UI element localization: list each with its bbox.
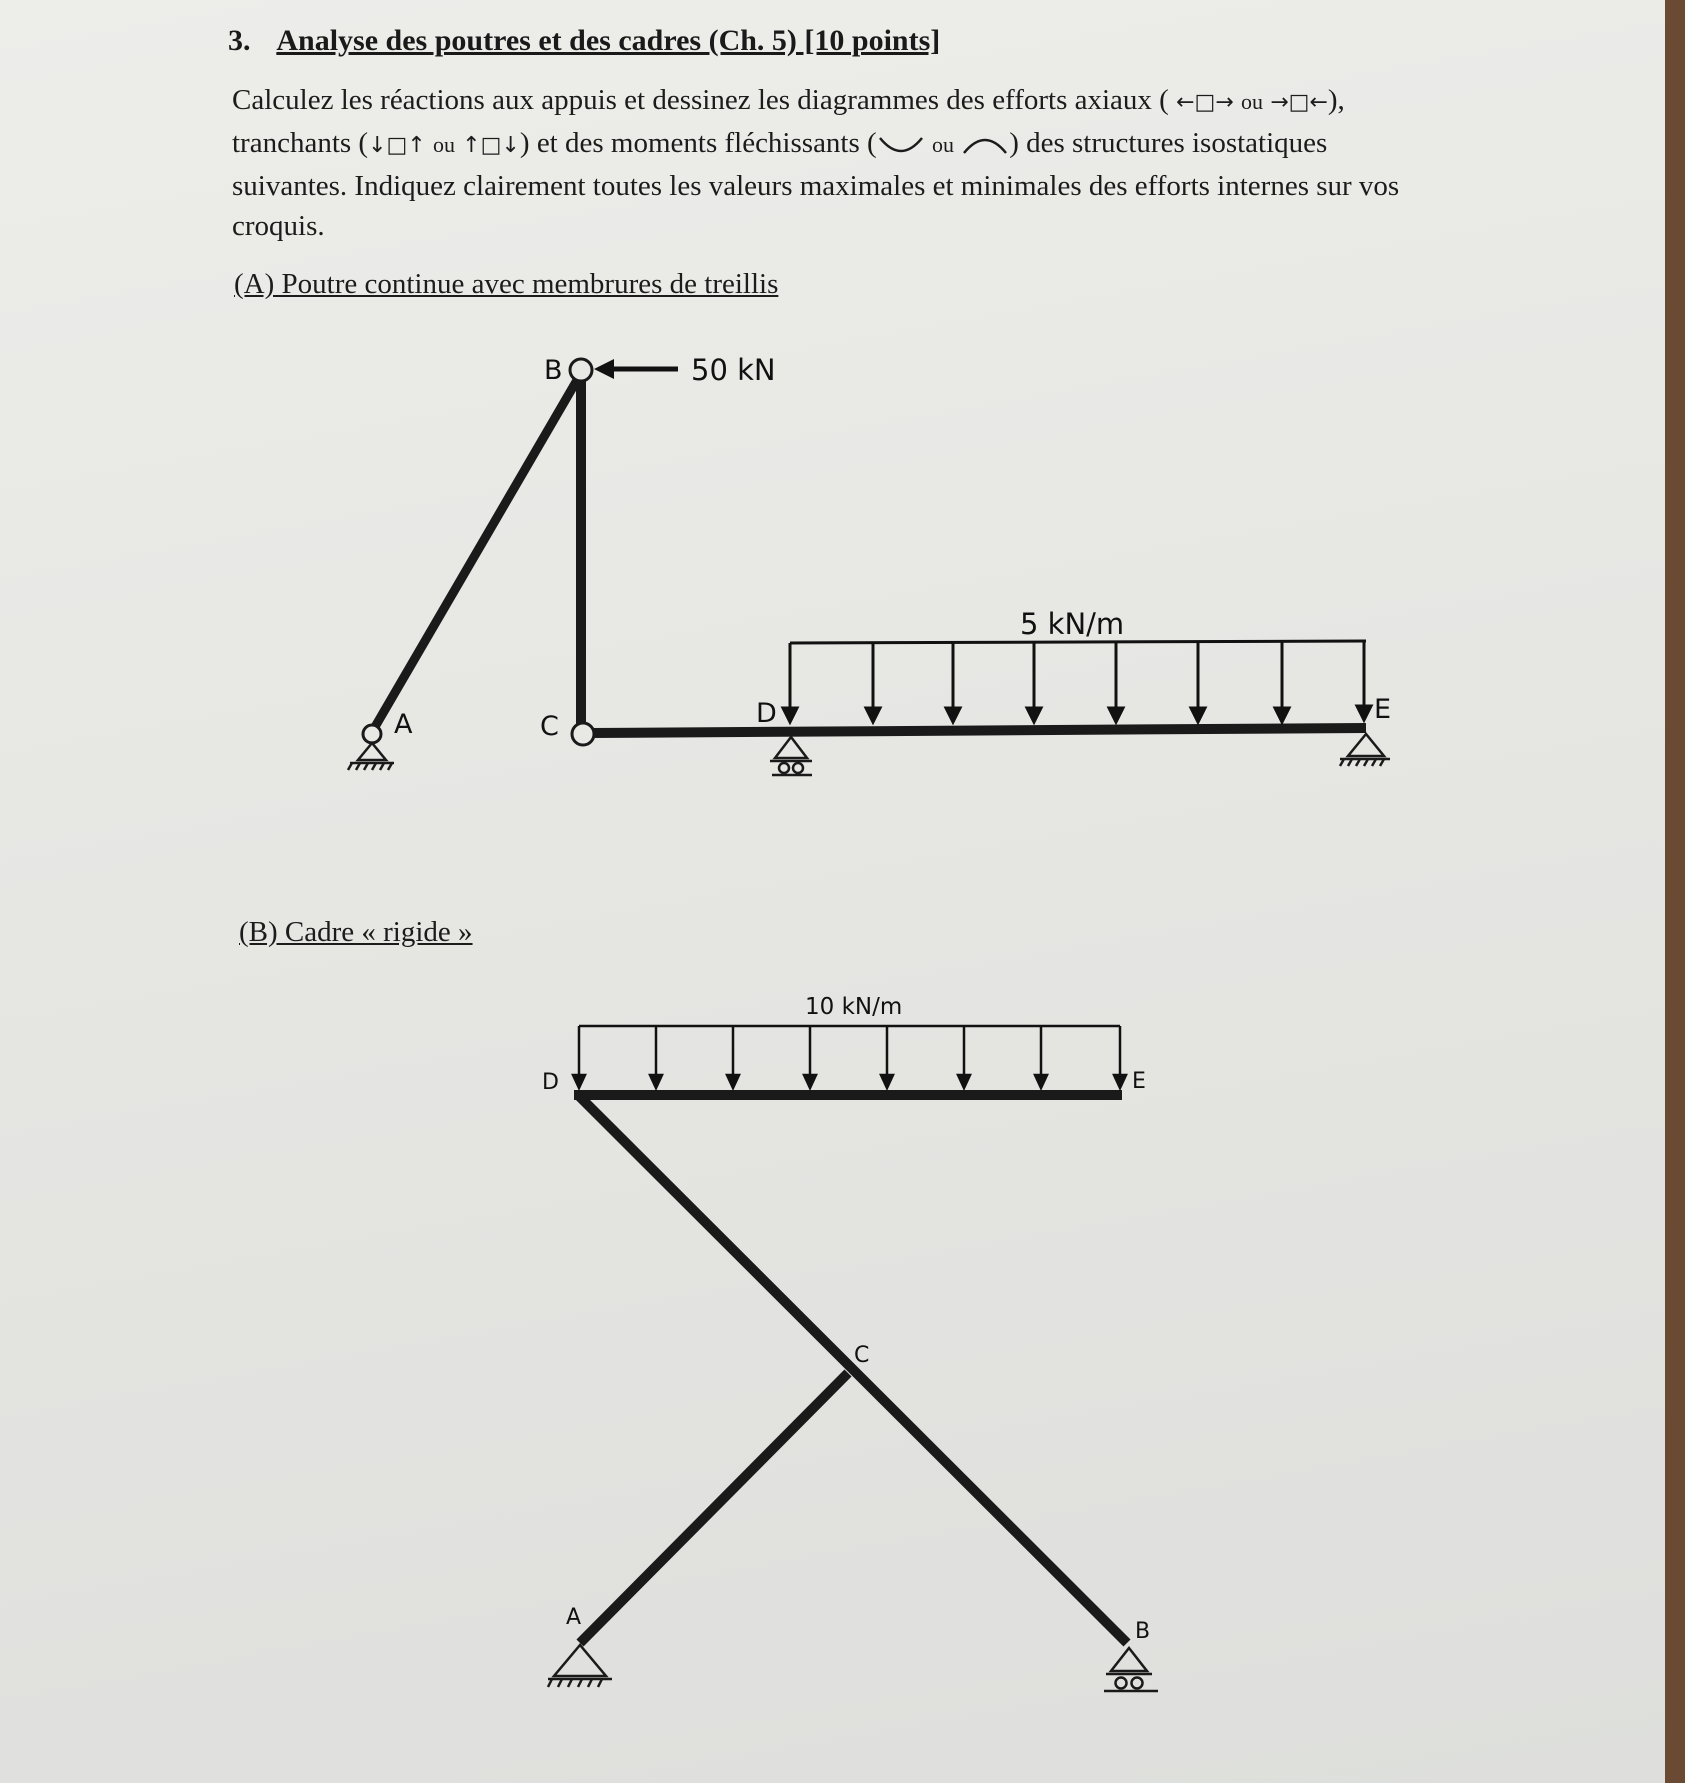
label-node-a-b: A xyxy=(566,1605,582,1630)
or-text-2: ou xyxy=(433,132,455,157)
shear-positive-icon: ↓□↑ xyxy=(368,133,426,158)
question-title: Analyse des poutres et des cadres (Ch. 5) [10 points] xyxy=(276,24,941,57)
instructions-text-5: ) des structures isostatiques suivantes. Indiquez clairement toutes les valeurs maximales et minimales des efforts internes sur vos croquis. xyxy=(232,127,1400,242)
shear-negative-icon: ↑□↓ xyxy=(462,133,520,158)
pin-support-a-b xyxy=(548,1645,612,1687)
label-node-b-b: B xyxy=(1135,1619,1151,1644)
label-node-b-a: B xyxy=(544,355,563,386)
label-node-d-a: D xyxy=(756,698,777,729)
label-node-e-b: E xyxy=(1132,1069,1146,1094)
label-distributed-load-a: 5 kN/m xyxy=(1020,607,1125,641)
instructions-text-4: ) et des moments fléchissants ( xyxy=(519,127,877,159)
label-point-load: 50 kN xyxy=(691,353,776,387)
distributed-load-10 xyxy=(573,1026,1126,1088)
instructions-text-1: Calculez les réactions aux appuis et dessinez les diagrammes des efforts axiaux ( xyxy=(232,84,1169,116)
or-text-3: ou xyxy=(931,132,954,157)
axial-compression-icon: →□← xyxy=(1270,90,1328,115)
axial-tension-icon: ←□→ xyxy=(1176,90,1234,115)
instructions-text-2: ), xyxy=(1327,84,1345,116)
label-node-c-b: C xyxy=(854,1343,870,1368)
part-a-heading: (A) Poutre continue avec membrures de treillis xyxy=(234,268,779,300)
roller-support-b-b xyxy=(1104,1648,1158,1691)
or-text-1: ou xyxy=(1240,89,1263,114)
question-number: 3. xyxy=(228,24,251,57)
part-b-heading: (B) Cadre « rigide » xyxy=(239,916,473,948)
label-node-e-a: E xyxy=(1374,694,1392,725)
label-distributed-load-b: 10 kN/m xyxy=(805,994,903,1020)
label-node-c-a: C xyxy=(540,711,559,742)
label-node-d-b: D xyxy=(542,1070,559,1095)
instructions-text-3: tranchants ( xyxy=(232,127,369,159)
label-node-a-a: A xyxy=(394,709,413,740)
member-ac xyxy=(580,1373,848,1643)
